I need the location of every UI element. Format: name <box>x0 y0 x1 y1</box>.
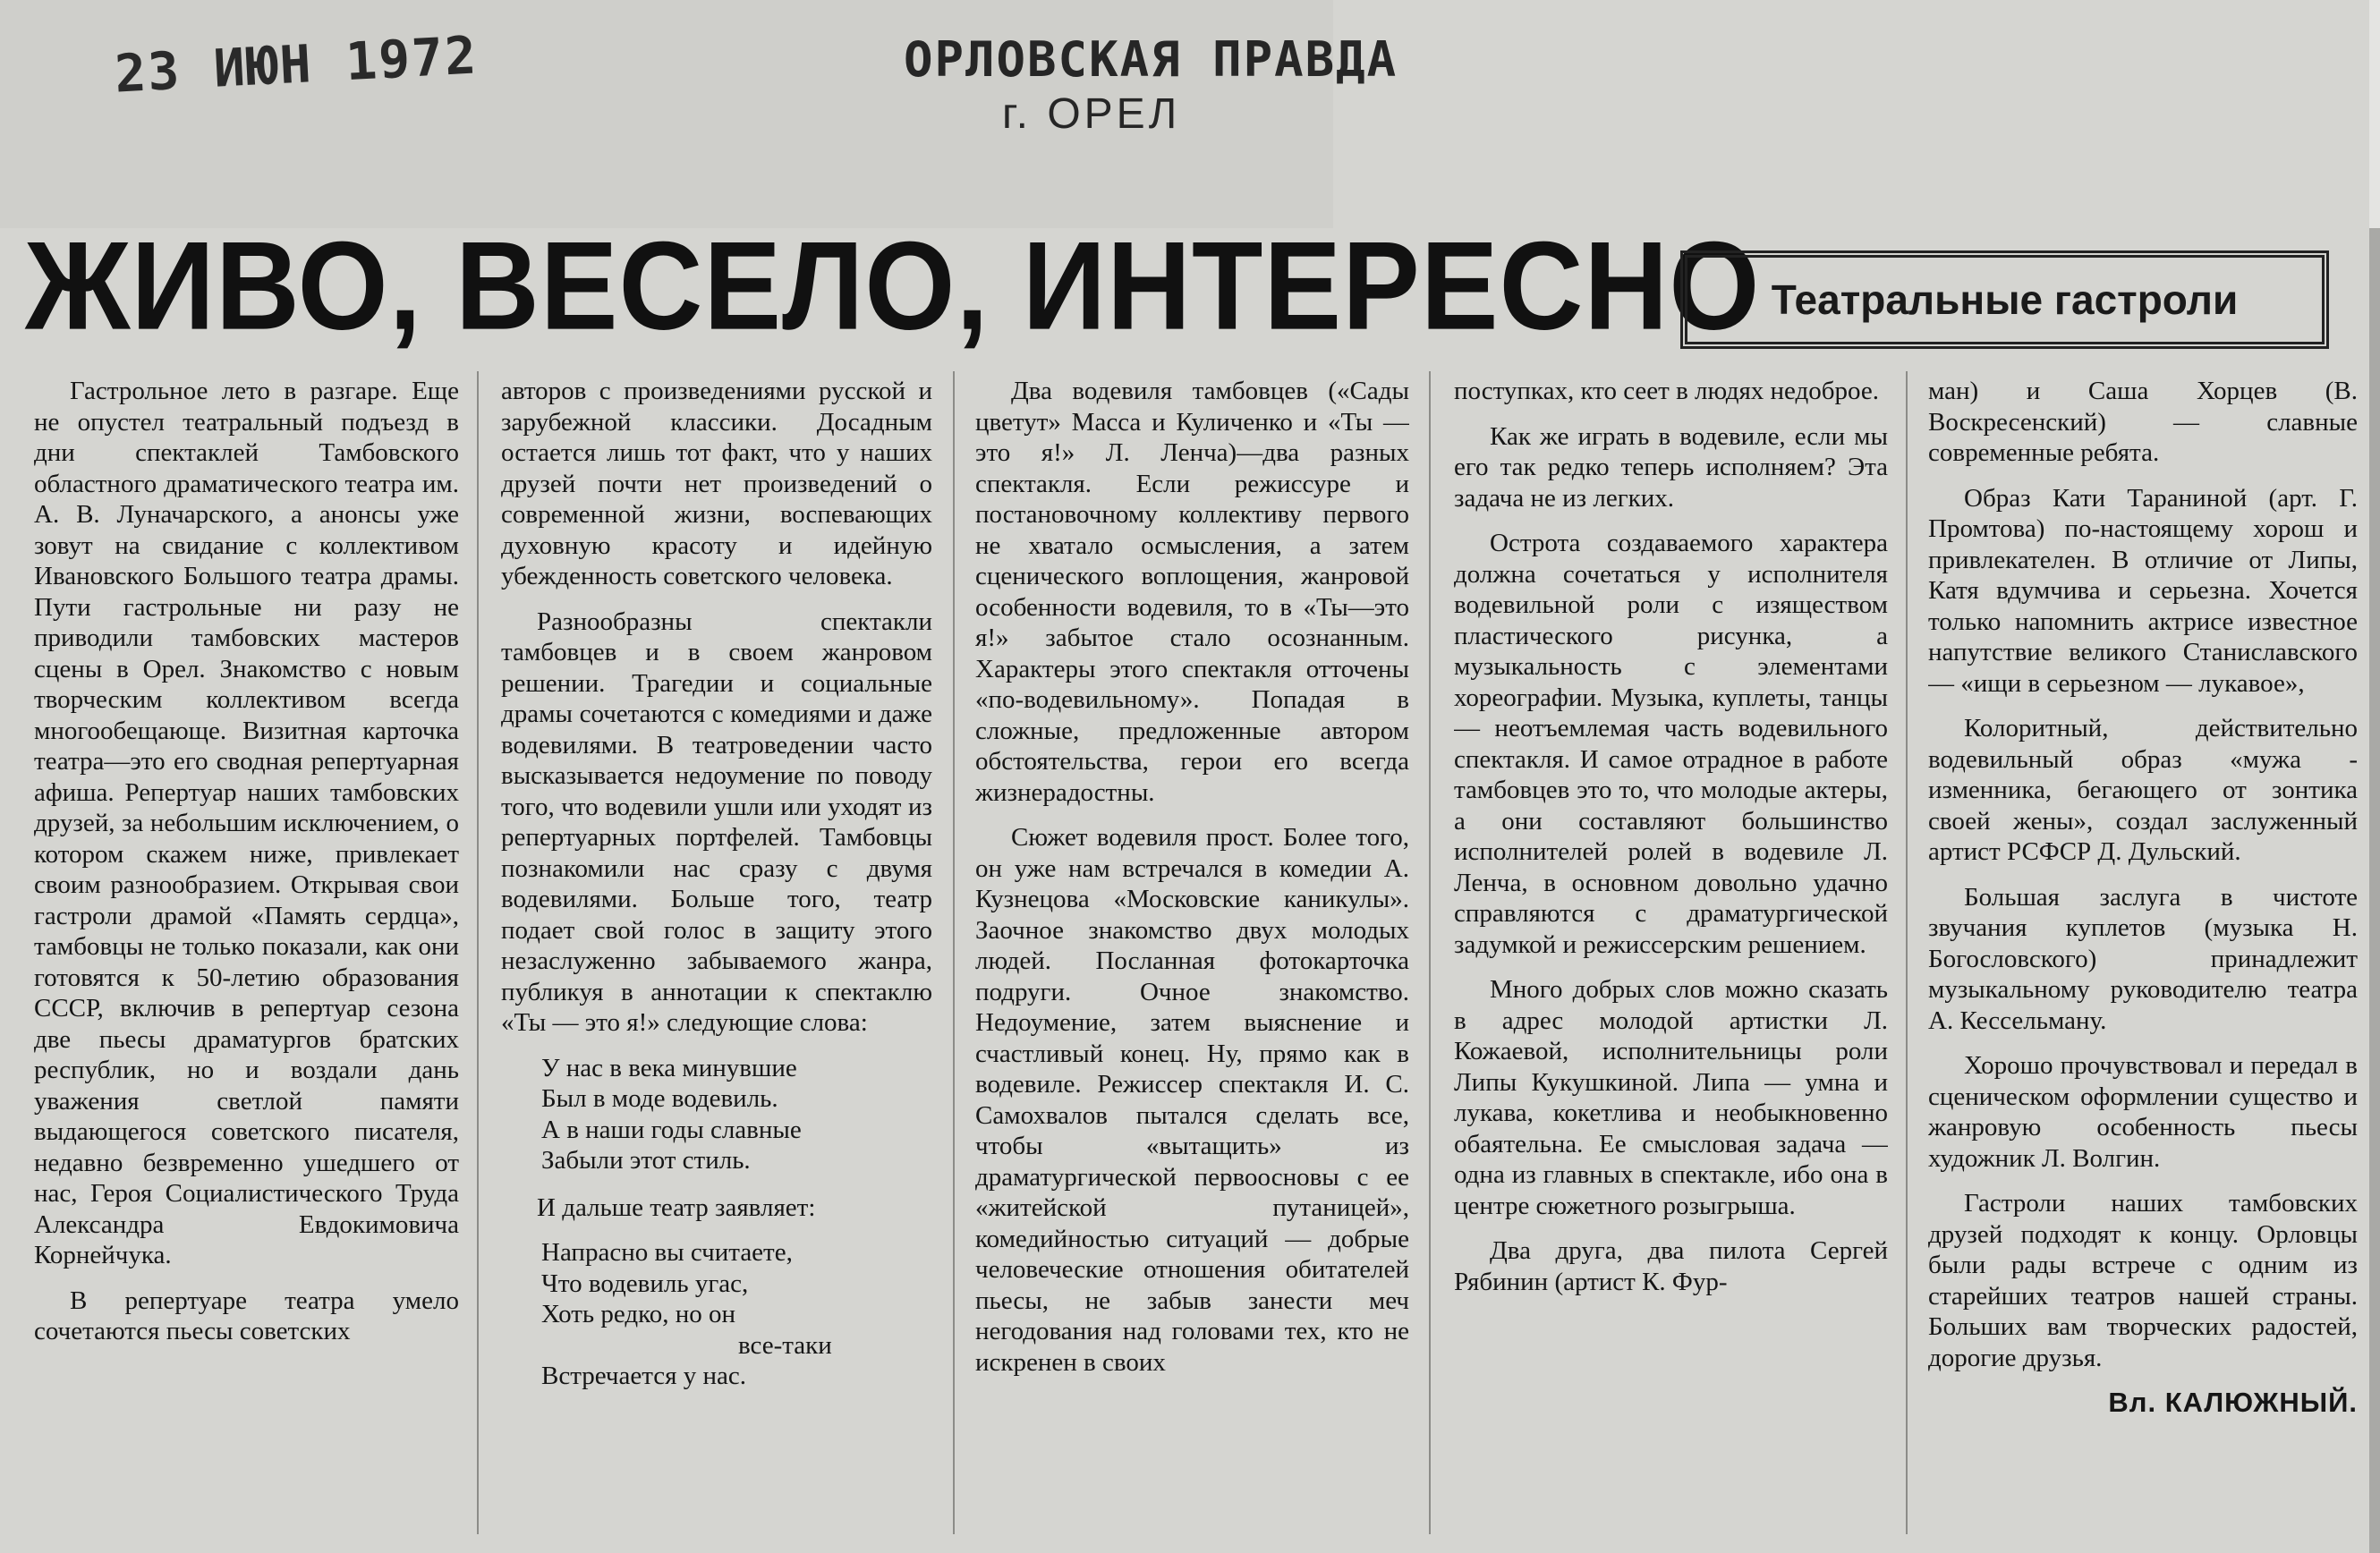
rubric-box <box>1680 250 2329 349</box>
paragraph: Два друга, два пилота Сергей Рябинин (артист К. Фур- <box>1454 1236 1888 1296</box>
author-signature: Вл. КАЛЮЖНЫЙ. <box>2108 1387 2358 1418</box>
column-5 <box>1928 376 2358 1548</box>
newspaper-stamp: ОРЛОВСКАЯ ПРАВДА <box>904 31 1398 88</box>
verse-quote <box>541 1237 932 1392</box>
verse-quote <box>541 1053 932 1176</box>
verse-line: У нас в века минувшие <box>541 1053 797 1082</box>
verse-line: Был в моде водевиль. <box>541 1084 778 1113</box>
paragraph: Два водевиля тамбовцев («Сады цветут» Масса и Куличенко и «Ты — это я!» Л. Ленча)—два разных спектакля. Если режиссуре и постановочному коллективу первого не хватало осмысления, а затем сценического воплощения, жанровой особенности водевиля, то в «Ты—это я!» забытое стало осознанным. Характеры этого спектакля отточены «по-водевильному». Попадая в сложные, предложенные автором обстоятельства, герои его всегда жизнерадостны. <box>975 377 1409 807</box>
paragraph: Гастрольное лето в разгаре. Еще не опустел театральный подъезд в дни спектаклей Тамбовского областного драматического театра им. А. В. Луначарского, а анонсы уже зовут на свидание с коллективом Ивановского Большого театра драмы. Пути гастрольные ни разу не приводили тамбовских мастеров сцены в Орел. Знакомство с новым творческим коллективом всегда многообещающе. Визитная карточка театра—это его сводная репертуарная афиша. Репертуар наших тамбовских друзей, за небольшим исключением, о котором скажем ниже, привлекает своим разнообразием. Открывая свои гастроли драмой «Память сердца», тамбовцы не только показали, как они готовятся к 50-летию образования СССР, включив в репертуар сезона две пьесы драматургов братских республик, но и воздали дань уважения светлой памяти выдающегося советского писателя, недавно безвременно ушедшего от нас, Героя Социалистического Труда Александра Евдокимовича Корнейчука. <box>34 377 459 1269</box>
paragraph: Разнообразны спектакли тамбовцев и в своем жанровом решении. Трагедии и социальные драмы сочетаются с комедиями и даже водевилями. В театроведении часто высказывается недоумение по поводу того, что водевили ушли или уходят из репертуарных портфелей. Тамбовцы познакомили нас сразу с двумя водевилями. Больше того, театр подает свой голос в защиту этого незаслуженно забываемого жанра, публикуя в аннотации к спектаклю «Ты — это я!» следующие слова: <box>501 607 932 1037</box>
paragraph: поступках, кто сеет в людях недоброе. <box>1454 377 1880 405</box>
verse-line: Хоть редко, но он <box>541 1300 736 1328</box>
paragraph: Большая заслуга в чистоте звучания куплетов (музыка Н. Богословского) принадлежит музыкальному руководителю театра А. Кессельману. <box>1928 882 2358 1035</box>
paragraph: Сюжет водевиля прост. Более того, он уже нам встречался в комедии А. Кузнецова «Московские каникулы». Заочное знакомство двух молодых людей. Посланная фотокарточка подруги. Очное знакомство. Недоумение, затем выяснение и счастливый конец. Ну, прямо как в водевиле. Режиссер спектакля И. С. Самохвалов пытался сделать все, чтобы «вытащить» из драматургической первоосновы с ее «житейской путаницей», комедийностью ситуаций — добрые человеческие отношения обитателей пьесы, не забыв занести меч негодования над головами тех, кто не искренен в своих <box>975 823 1409 1377</box>
paragraph: И дальше театр заявляет: <box>537 1192 816 1222</box>
paragraph: Хорошо прочувствовал и передал в сценическом оформлении существо и жанровую особенность пьесы художник Л. Волгин. <box>1928 1051 2358 1173</box>
verse-line: Что водевиль угас, <box>541 1269 749 1298</box>
column-1 <box>34 376 459 1548</box>
column-3 <box>975 376 1409 1548</box>
paragraph: Острота создаваемого характера должна сочетаться у исполнителя водевильной роли с изяществом пластического рисунка, а музыкальность с элементами хореографии. Музыка, куплеты, танцы — неотъемлемая часть водевильного спектакля. И самое отрадное в работе тамбовцев это то, что молодые актеры, а они составляют большинство исполнителей ролей в водевиле Л. Ленча, в основном довольно удачно справляются с драматургической задумкой и режиссерским решением. <box>1454 529 1888 959</box>
verse-line: Встречается у нас. <box>541 1362 746 1390</box>
paragraph: ман) и Саша Хорцев (В. Воскресенский) — славные современные ребята. <box>1928 377 2358 467</box>
verse-line: А в наши годы славные <box>541 1115 802 1144</box>
article-headline: ЖИВО, ВЕСЕЛО, ИНТЕРЕСНО <box>25 215 1761 356</box>
article-body <box>0 376 2369 1548</box>
verse-line: Забыли этот стиль. <box>541 1146 751 1175</box>
verse-line: все-таки <box>738 1330 832 1360</box>
paragraph: Много добрых слов можно сказать в адрес молодой артистки Л. Кожаевой, исполнительницы роли Липы Кукушкиной. Липа — умна и лукава, кокетлива и необыкновенно обаятельна. Ее смысловая задача — одна из главных в спектакле, ибо она в центре сюжетного розыгрыша. <box>1454 975 1888 1220</box>
paragraph: В репертуаре театра умело сочетаются пьесы советских <box>34 1286 459 1345</box>
column-2 <box>501 376 932 1548</box>
verse-line: Напрасно вы считаете, <box>541 1238 793 1267</box>
date-stamp: 23 ИЮН 1972 <box>113 24 480 105</box>
city-stamp: г. ОРЕЛ <box>1002 90 1181 138</box>
paragraph: авторов с произведениями русской и зарубежной классики. Досадным остается лишь тот факт, что у наших друзей почти нет произведений о современной жизни, воспевающих духовную красоту и идейную убежденность советского человека. <box>501 377 932 590</box>
rubric-label: Театральные гастроли <box>1771 276 2239 323</box>
paragraph: Образ Кати Тараниной (арт. Г. Промтова) по-настоящему хорош и привлекателен. В отличие от Липы, Катя вдумчива и серьезна. Хочется только напомнить актрисе известное напутствие великого Станиславского — «ищи в серьезном — лукавое», <box>1928 483 2358 698</box>
paragraph: Как же играть в водевиле, если мы его так редко теперь исполняем? Эта задача не из легких. <box>1454 421 1888 513</box>
paragraph: Гастроли наших тамбовских друзей подходят к концу. Орловцы были рады встрече с одним из старейших театров нашей страны. Большиx вам творческих радостей, дорогие друзья. <box>1928 1189 2358 1372</box>
paragraph: Колоритный, действительно водевильный образ «мужа - изменника, бегающего от зонтика своей жены», создал заслуженный артист РСФСР Д. Дульский. <box>1928 714 2358 866</box>
column-4 <box>1454 376 1888 1548</box>
